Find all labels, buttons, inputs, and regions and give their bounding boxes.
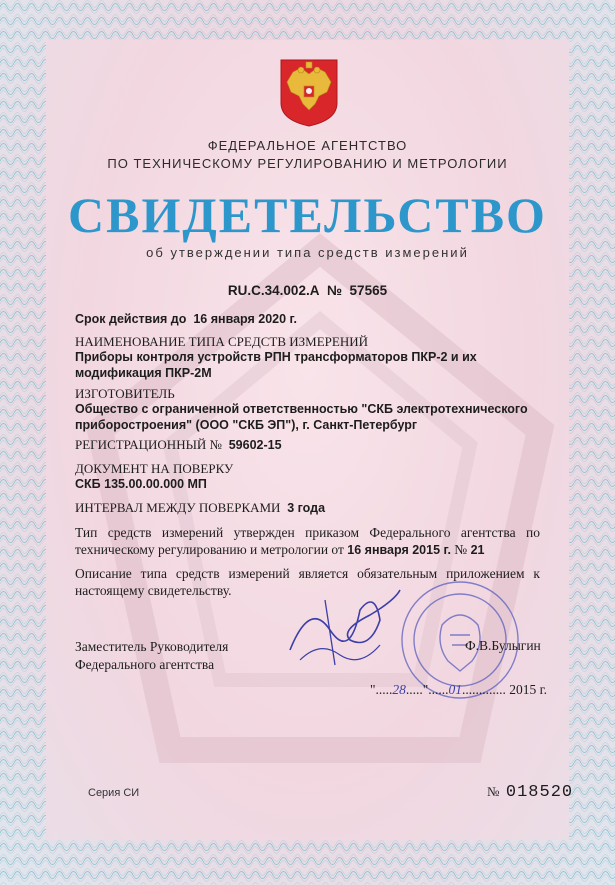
verification-doc-label: ДОКУМЕНТ НА ПОВЕРКУ — [75, 461, 234, 476]
registration-label: РЕГИСТРАЦИОННЫЙ № — [75, 437, 222, 452]
date-year: 2015 г. — [509, 682, 548, 697]
date-month: 01 — [448, 682, 463, 697]
instrument-label: НАИМЕНОВАНИЕ ТИПА СРЕДСТВ ИЗМЕРЕНИЙ — [75, 334, 368, 349]
certificate-subtitle: об утверждении типа средств измерений — [146, 245, 469, 260]
coat-of-arms-icon — [279, 58, 339, 128]
date-open-quote: " — [370, 682, 376, 697]
issue-date: ".....28....."......01............. 2015 г. — [370, 682, 548, 697]
interval-label: ИНТЕРВАЛ МЕЖДУ ПОВЕРКАМИ — [75, 500, 281, 515]
instrument-line1: Приборы контроля устройств РПН трансформаторов ПКР-2 и их — [75, 350, 477, 364]
interval-line — [75, 500, 325, 516]
approval-order-number: 21 — [470, 543, 485, 557]
date-close-quote: " — [422, 682, 429, 697]
serial-sign: № — [487, 784, 500, 799]
instrument-line2: модификация ПКР-2М — [75, 366, 212, 380]
interval-value: 3 года — [287, 501, 326, 515]
approval-text: Тип средств измерений утвержден приказом Федерального агентства по техническому регулированию и метрологии от — [75, 525, 540, 557]
approval-order-sign: № — [454, 542, 468, 557]
registration-line — [75, 437, 282, 453]
validity-label: Срок действия до — [75, 312, 187, 326]
approval-paragraph — [75, 524, 540, 559]
verification-doc-value: СКБ 135.00.00.000 МП — [75, 477, 207, 491]
signatory-name: Ф.В.Булыгин — [465, 638, 541, 653]
reg-prefix: RU.C.34.002.A — [227, 283, 320, 298]
signatory-position — [75, 638, 228, 674]
series-label: Серия СИ — [88, 787, 140, 799]
agency-name-line2: ПО ТЕХНИЧЕСКОМУ РЕГУЛИРОВАНИЮ И МЕТРОЛОГИИ — [107, 156, 508, 171]
approval-date: 16 января 2015 г. — [347, 543, 451, 557]
serial-number — [487, 783, 573, 802]
signatory-position-line1: Заместитель Руководителя — [75, 639, 229, 654]
registration-value: 59602-15 — [228, 438, 282, 452]
date-day: 28 — [392, 682, 406, 697]
signatory-position-line2: Федерального агентства — [75, 657, 215, 672]
serial-value: 018520 — [505, 783, 574, 802]
manufacturer-line1: Общество с ограниченной ответственностью "СКБ электротехнического — [75, 402, 528, 416]
certificate-number — [0, 283, 615, 298]
number-value: 57565 — [349, 283, 388, 298]
signature-icon — [280, 580, 410, 670]
manufacturer-label: ИЗГОТОВИТЕЛЬ — [75, 386, 175, 401]
agency-name-line1: ФЕДЕРАЛЬНОЕ АГЕНТСТВО — [207, 138, 408, 153]
description-note: Описание типа средств измерений является обязательным приложением к настоящему свидетельству. — [75, 566, 540, 598]
validity-line — [75, 312, 297, 326]
number-sign: № — [326, 283, 343, 298]
validity-date: 16 января 2020 г. — [193, 312, 297, 326]
manufacturer-line2: приборостроения" (ООО "СКБ ЭП"), г. Санкт-Петербург — [75, 418, 418, 432]
certificate-title: СВИДЕТЕЛЬСТВО — [68, 187, 547, 243]
